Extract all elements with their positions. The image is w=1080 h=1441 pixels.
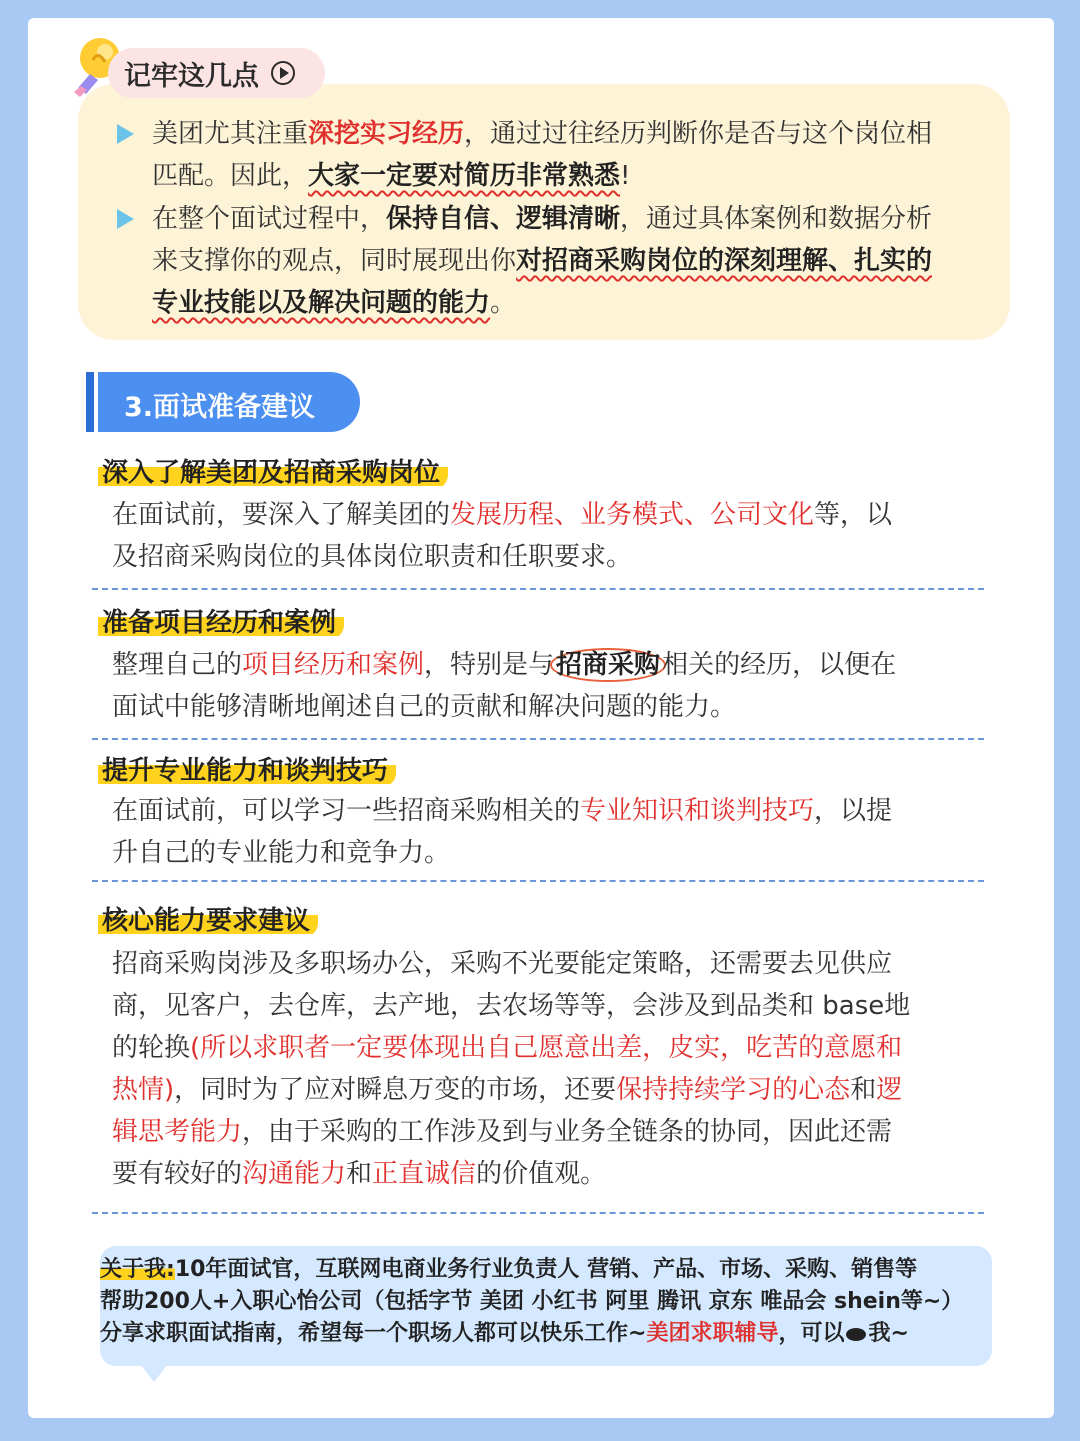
text: ，特别是与 [424, 650, 555, 680]
dashed-divider [92, 738, 984, 740]
about-line-1 [100, 1254, 1000, 1285]
text: 。 [490, 288, 517, 318]
play-circle-icon [271, 61, 295, 85]
dashed-divider [92, 1212, 984, 1214]
emphasis-circled: 招商采购 [550, 648, 666, 682]
text: 及招商采购岗位的具体岗位职责和任职要求。 [112, 542, 633, 572]
text: 美团尤其注重 [152, 119, 309, 149]
emphasis-wavy: 大家一定要对简历非常熟悉 [308, 161, 621, 191]
bullet-triangle-icon [117, 209, 134, 229]
emphasis-red: 保持持续学习的心态 [616, 1075, 851, 1105]
about-label: 关于我: [100, 1257, 175, 1282]
text: 在面试前，要深入了解美团的 [112, 500, 451, 530]
emphasis-red: 美团求职辅导 [646, 1321, 779, 1346]
emphasis-red: 沟通能力 [242, 1159, 347, 1189]
item-paragraph [112, 644, 984, 728]
item-heading: 深入了解美团及招商采购岗位 [98, 452, 448, 489]
bullet-triangle-icon [117, 124, 134, 144]
item-heading: 核心能力要求建议 [98, 900, 318, 937]
text: 等，以 [814, 500, 893, 530]
bubble-tail [140, 1364, 168, 1382]
emphasis-red: 正直诚信 [372, 1159, 477, 1189]
emphasis-red: 逻 [876, 1075, 903, 1105]
dashed-divider [92, 880, 984, 882]
section-title-tab [108, 48, 325, 98]
text: 在面试前，可以学习一些招商采购相关的 [112, 796, 581, 826]
text: 要有较好的 [112, 1159, 243, 1189]
text: 整理自己的 [112, 650, 243, 680]
text: 招商采购岗涉及多职场办公，采购不光要能定策略，还需要去见供应 [112, 949, 893, 979]
text: 和 [850, 1075, 877, 1105]
item-heading: 提升专业能力和谈判技巧 [98, 750, 396, 787]
section3-title-tab [98, 372, 360, 432]
item-paragraph [112, 790, 984, 874]
text: 10年面试官，互联网电商业务行业负责人 营销、产品、市场、采购、销售等 [174, 1257, 918, 1282]
text: ，通过过往经历判断你是否与这个岗位相 [464, 119, 933, 149]
emphasis-red: 发展历程、业务模式、公司文化 [450, 500, 815, 530]
text: 我~ [868, 1321, 909, 1346]
item-paragraph [112, 494, 984, 578]
text: 升自己的专业能力和竞争力。 [112, 838, 451, 868]
text: ! [620, 161, 631, 191]
text: ，同时为了应对瞬息万变的市场，还要 [174, 1075, 617, 1105]
emphasis-red: 热情) [112, 1075, 175, 1105]
text: ，通过具体案例和数据分析 [620, 204, 933, 234]
tip-paragraph-1 [152, 113, 992, 197]
section3-accent-bar [86, 372, 94, 432]
emphasis-wavy: 专业技能以及解决问题的能力 [152, 288, 491, 318]
emphasis-bold: 保持自信、逻辑清晰 [386, 204, 621, 234]
text: 在整个面试过程中， [152, 204, 387, 234]
text: 和 [346, 1159, 373, 1189]
item-heading: 准备项目经历和案例 [98, 602, 344, 639]
tip-paragraph-2 [152, 198, 992, 324]
emphasis-red: 辑思考能力 [112, 1117, 243, 1147]
item-paragraph [112, 943, 984, 1195]
text: 相关的经历，以便在 [662, 650, 897, 680]
text: 商，见客户，去仓库，去产地，去农场等等，会涉及到品类和 base地 [112, 991, 911, 1021]
text: ，可以 [778, 1321, 845, 1346]
text: ，由于采购的工作涉及到与业务全链条的协同，因此还需 [242, 1117, 893, 1147]
text: 匹配。因此， [152, 161, 309, 191]
section3-title: 3.面试准备建议 [124, 392, 316, 423]
emphasis-red: 专业知识和谈判技巧 [580, 796, 815, 826]
text: 的轮换 [112, 1033, 191, 1063]
about-line-2: 帮助200人+入职心怡公司（包括字节 美团 小红书 阿里 腾讯 京东 唯品会 shein等~） [100, 1289, 964, 1314]
emphasis-red: 项目经历和案例 [242, 650, 425, 680]
emphasis-wavy: 对招商采购岗位的深刻理解、扎实的 [516, 246, 933, 276]
text: 来支撑你的观点，同时展现出你 [152, 246, 517, 276]
emphasis-red: 深挖实习经历 [308, 119, 465, 149]
text: ，以提 [814, 796, 893, 826]
speech-bubble-icon [846, 1328, 866, 1341]
emphasis-red: (所以求职者一定要体现出自己愿意出差，皮实，吃苦的意愿和 [190, 1033, 903, 1063]
text: 面试中能够清晰地阐述自己的贡献和解决问题的能力。 [112, 692, 737, 722]
dashed-divider [92, 588, 984, 590]
about-line-3 [100, 1318, 1000, 1349]
text: 分享求职面试指南，希望每一个职场人都可以快乐工作~ [100, 1321, 647, 1346]
text: 的价值观。 [476, 1159, 607, 1189]
section-title: 记牢这几点 [124, 60, 259, 92]
